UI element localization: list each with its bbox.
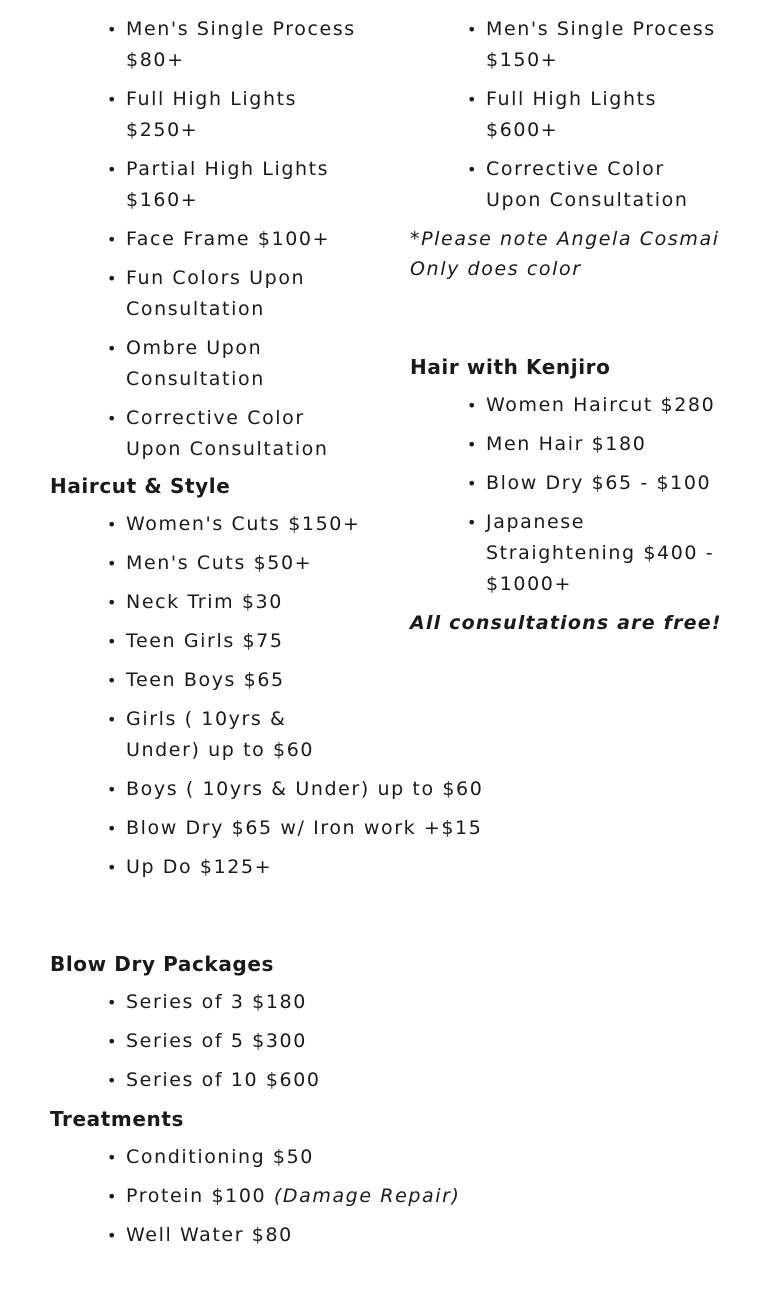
- list-item: • Face Frame $100+: [50, 224, 370, 255]
- treatments-heading: Treatments: [50, 1107, 185, 1131]
- list-item: • Blow Dry $65 w/ Iron work +$15: [50, 813, 370, 844]
- list-item: • Blow Dry $65 - $100: [410, 468, 740, 499]
- list-item: • Men's Cuts $50+: [50, 548, 370, 579]
- list-item: • Series of 10 $600: [50, 1065, 370, 1096]
- list-item: • Corrective Color Upon Consultation: [410, 154, 740, 216]
- list-item: • Teen Boys $65: [50, 665, 370, 696]
- right-column: [410, 0, 740, 638]
- list-item: • Boys ( 10yrs & Under) up to $60: [50, 774, 370, 805]
- list-item: • Japanese Straightening $400 - $1000+: [410, 507, 740, 600]
- list-item: • Series of 3 $180: [50, 987, 370, 1018]
- list-item: • Neck Trim $30: [50, 587, 370, 618]
- treatments-list: [50, 1142, 461, 1251]
- list-item: [410, 0, 740, 6]
- color-note: *Please note Angela Cosmai Only does color: [410, 228, 720, 280]
- right-color-list: [410, 0, 740, 216]
- list-item: • Protein $100 (Damage Repair): [50, 1181, 370, 1212]
- list-item: • Fun Colors Upon Consultation: [50, 263, 370, 325]
- list-item: • Teen Girls $75: [50, 626, 370, 657]
- blowdry-list: [50, 987, 370, 1096]
- list-item: • Women's Cuts $150+: [50, 509, 370, 540]
- haircut-heading: Haircut & Style: [50, 474, 231, 498]
- left-column: [50, 0, 484, 1259]
- list-item: • Girls ( 10yrs & Under) up to $60: [50, 704, 370, 766]
- list-item: • Men's Single Process $150+: [410, 14, 740, 76]
- left-color-list: [50, 0, 370, 465]
- list-item: • Partial High Lights $160+: [50, 154, 370, 216]
- list-item: • Conditioning $50: [50, 1142, 370, 1173]
- list-item: • Men's Single Process $80+: [50, 14, 370, 76]
- free-consultation-note: All consultations are free!: [410, 612, 722, 634]
- list-item: • Up Do $125+: [50, 852, 370, 883]
- list-item: • Women Haircut $280: [410, 390, 740, 421]
- list-item: • Ombre Upon Consultation: [50, 333, 370, 395]
- kenjiro-list: [410, 390, 740, 600]
- list-item: • Well Water $80: [50, 1220, 370, 1251]
- list-item: • Men Hair $180: [410, 429, 740, 460]
- haircut-list: [50, 509, 370, 766]
- list-item: • Full High Lights $600+: [410, 84, 740, 146]
- kenjiro-heading: Hair with Kenjiro: [410, 355, 611, 379]
- blowdry-heading: Blow Dry Packages: [50, 952, 274, 976]
- list-item: • Full High Lights $250+: [50, 84, 370, 146]
- list-item: • Series of 5 $300: [50, 1026, 370, 1057]
- list-item: • Corrective Color Upon Consultation: [50, 403, 370, 465]
- list-item: [50, 0, 370, 6]
- haircut-list-continued: [50, 774, 484, 883]
